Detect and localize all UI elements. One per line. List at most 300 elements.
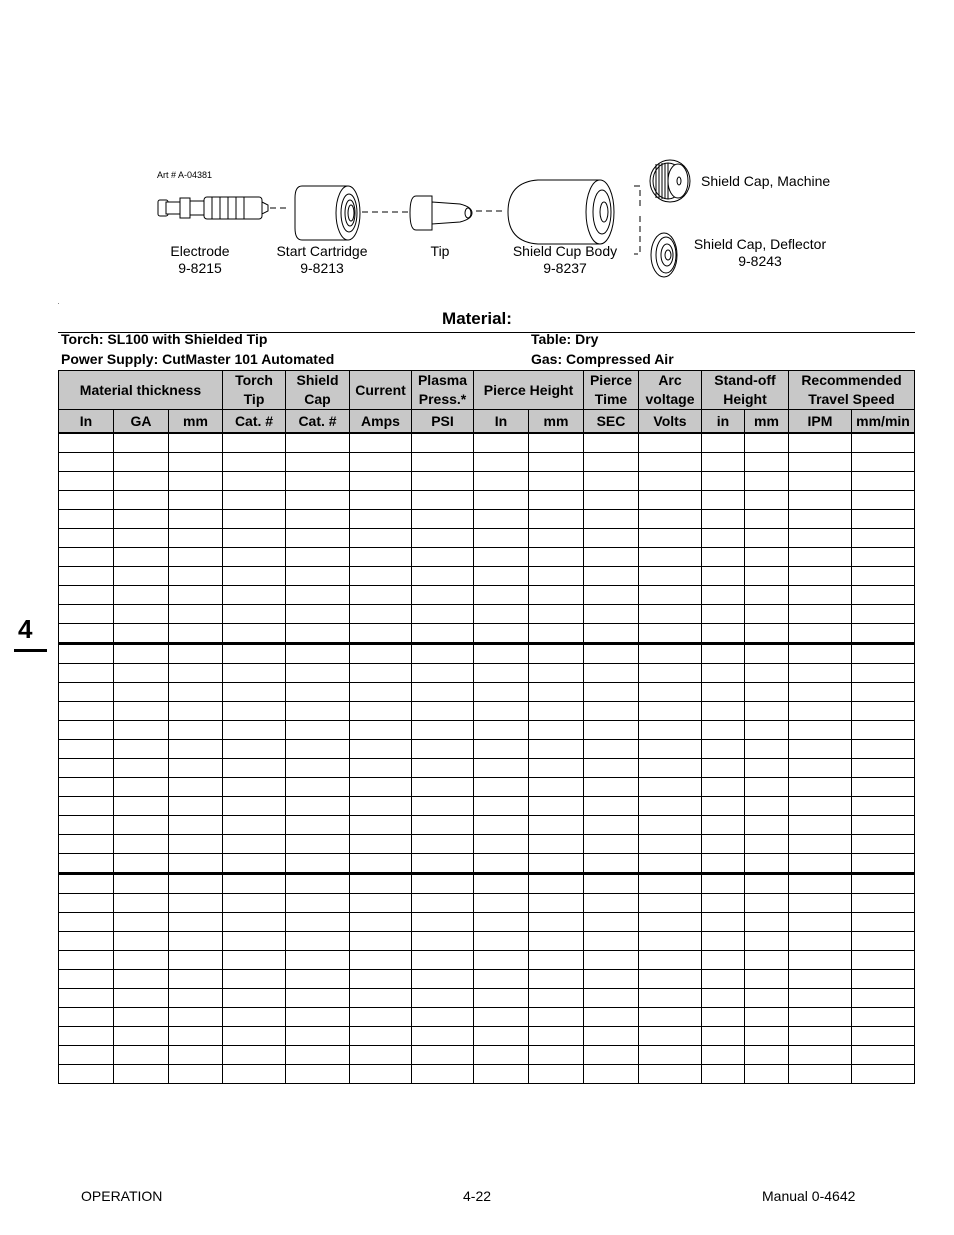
table-cell <box>286 624 350 644</box>
table-cell <box>529 932 584 951</box>
table-cell <box>702 1008 745 1027</box>
table-cell <box>639 797 702 816</box>
shield-cup-body-cat: 9-8237 <box>543 260 587 276</box>
table-cell <box>114 1008 169 1027</box>
table-cell <box>114 453 169 472</box>
table-cell <box>474 778 529 797</box>
table-cell <box>789 529 852 548</box>
table-cell <box>350 1027 412 1046</box>
table-cell <box>114 989 169 1008</box>
table-cell <box>350 894 412 913</box>
table-row <box>59 548 915 567</box>
table-cell <box>789 453 852 472</box>
table-cell <box>59 586 114 605</box>
table-cell <box>223 605 286 624</box>
table-cell <box>169 913 223 932</box>
table-cell <box>223 664 286 683</box>
table-cell <box>852 624 915 644</box>
header-row-1 <box>59 371 915 410</box>
table-cell <box>852 644 915 664</box>
table-cell <box>223 932 286 951</box>
table-cell <box>350 970 412 989</box>
table-cell <box>584 472 639 491</box>
material-title: Material: <box>442 309 512 328</box>
table-cell <box>852 989 915 1008</box>
table-cell <box>169 510 223 529</box>
table-cell <box>789 721 852 740</box>
table-cell <box>584 1046 639 1065</box>
table-cell <box>789 835 852 854</box>
table-cell <box>702 874 745 894</box>
table-cell <box>286 1065 350 1084</box>
table-cell <box>169 951 223 970</box>
table-cell <box>114 778 169 797</box>
table-cell <box>789 874 852 894</box>
shield-cap-deflector-label <box>688 236 832 270</box>
table-cell <box>474 1008 529 1027</box>
table-cell <box>852 605 915 624</box>
table-cell <box>59 854 114 874</box>
table-cell <box>114 913 169 932</box>
table-cell <box>852 740 915 759</box>
table-cell <box>702 913 745 932</box>
table-cell <box>286 510 350 529</box>
table-cell <box>350 989 412 1008</box>
table-cell <box>584 913 639 932</box>
table-cell <box>59 453 114 472</box>
shield-cup-body-drawing <box>508 180 614 244</box>
table-cell <box>745 453 789 472</box>
table-cell <box>852 970 915 989</box>
table-cell <box>474 624 529 644</box>
table-cell <box>789 759 852 778</box>
table-row <box>59 702 915 721</box>
table-cell <box>114 932 169 951</box>
table-cell <box>114 894 169 913</box>
table-cell <box>169 453 223 472</box>
table-cell <box>639 816 702 835</box>
table-cell <box>529 816 584 835</box>
table-cell <box>59 951 114 970</box>
table-cell <box>745 624 789 644</box>
table-cell <box>745 1027 789 1046</box>
shield-cap-deflector-name: Shield Cap, Deflector <box>693 236 827 252</box>
table-cell <box>223 1065 286 1084</box>
table-cell <box>286 644 350 664</box>
table-cell <box>639 854 702 874</box>
table-cell <box>114 721 169 740</box>
table-cell <box>702 854 745 874</box>
table-cell <box>639 721 702 740</box>
table-cell <box>584 1065 639 1084</box>
table-cell <box>852 510 915 529</box>
table-cell <box>114 1046 169 1065</box>
table-cell <box>474 683 529 702</box>
table-cell <box>789 1065 852 1084</box>
table-cell <box>412 797 474 816</box>
table-cell <box>745 1046 789 1065</box>
table-cell <box>745 683 789 702</box>
table-cell <box>789 567 852 586</box>
table-cell <box>223 702 286 721</box>
table-cell <box>350 759 412 778</box>
table-cell <box>529 586 584 605</box>
start-cartridge-cat: 9-8213 <box>300 260 344 276</box>
table-cell <box>286 472 350 491</box>
table-cell <box>639 472 702 491</box>
table-cell <box>286 816 350 835</box>
table-cell <box>852 854 915 874</box>
table-cell <box>789 797 852 816</box>
table-cell <box>350 644 412 664</box>
table-cell <box>702 453 745 472</box>
table-cell <box>639 433 702 453</box>
table-cell <box>702 816 745 835</box>
table-cell <box>745 874 789 894</box>
table-cell <box>474 740 529 759</box>
table-cell <box>789 970 852 989</box>
table-cell <box>350 548 412 567</box>
table-cell <box>169 605 223 624</box>
table-cell <box>745 740 789 759</box>
table-cell <box>474 970 529 989</box>
table-cell <box>789 510 852 529</box>
table-cell <box>350 816 412 835</box>
table-cell <box>223 874 286 894</box>
table-cell <box>639 1046 702 1065</box>
table-cell <box>584 759 639 778</box>
table-cell <box>169 970 223 989</box>
table-cell <box>169 472 223 491</box>
table-cell <box>223 433 286 453</box>
table-cell <box>350 721 412 740</box>
table-cell <box>350 683 412 702</box>
table-cell <box>223 1027 286 1046</box>
table-cell <box>702 1065 745 1084</box>
table-cell <box>529 721 584 740</box>
table-cell <box>789 989 852 1008</box>
table-cell <box>169 797 223 816</box>
table-cell <box>169 529 223 548</box>
table-cell <box>745 567 789 586</box>
table-cell <box>412 778 474 797</box>
torch-info: Torch: SL100 with Shielded Tip <box>61 331 268 347</box>
table-cell <box>286 529 350 548</box>
table-cell <box>702 433 745 453</box>
table-cell <box>169 644 223 664</box>
table-cell <box>584 683 639 702</box>
table-cell <box>702 797 745 816</box>
table-cell <box>639 835 702 854</box>
table-cell <box>474 510 529 529</box>
table-cell <box>639 702 702 721</box>
table-cell <box>639 894 702 913</box>
table-cell <box>223 854 286 874</box>
table-cell <box>474 644 529 664</box>
table-cell <box>350 472 412 491</box>
table-cell <box>169 586 223 605</box>
table-cell <box>169 567 223 586</box>
power-supply-info: Power Supply: CutMaster 101 Automated <box>61 351 335 367</box>
table-cell <box>169 816 223 835</box>
table-cell <box>789 586 852 605</box>
table-cell <box>745 797 789 816</box>
table-cell <box>412 683 474 702</box>
table-row <box>59 491 915 510</box>
table-cell <box>529 664 584 683</box>
table-cell <box>745 1065 789 1084</box>
table-cell <box>350 510 412 529</box>
table-cell <box>584 702 639 721</box>
table-cell <box>852 664 915 683</box>
table-cell <box>59 624 114 644</box>
table-cell <box>59 778 114 797</box>
table-cell <box>286 913 350 932</box>
table-cell <box>702 548 745 567</box>
table-cell <box>412 548 474 567</box>
table-cell <box>789 664 852 683</box>
table-cell <box>223 1008 286 1027</box>
table-cell <box>702 664 745 683</box>
table-row <box>59 1046 915 1065</box>
start-cartridge-drawing <box>295 186 360 240</box>
table-row <box>59 894 915 913</box>
table-cell <box>286 586 350 605</box>
table-cell <box>169 433 223 453</box>
table-cell <box>852 874 915 894</box>
table-cell <box>639 453 702 472</box>
table-cell <box>474 1046 529 1065</box>
table-cell <box>474 932 529 951</box>
table-cell <box>286 835 350 854</box>
table-cell <box>114 624 169 644</box>
table-cell <box>474 491 529 510</box>
table-row <box>59 433 915 453</box>
table-cell <box>286 453 350 472</box>
table-cell <box>412 624 474 644</box>
table-cell <box>852 567 915 586</box>
table-cell <box>59 664 114 683</box>
table-cell <box>286 433 350 453</box>
table-cell <box>286 932 350 951</box>
table-cell <box>286 759 350 778</box>
table-cell <box>702 586 745 605</box>
table-row <box>59 778 915 797</box>
table-cell <box>412 529 474 548</box>
table-cell <box>474 913 529 932</box>
table-cell <box>789 951 852 970</box>
table-cell <box>286 1027 350 1046</box>
table-cell <box>702 683 745 702</box>
table-cell <box>639 624 702 644</box>
table-row <box>59 1027 915 1046</box>
table-cell <box>286 740 350 759</box>
table-cell <box>745 721 789 740</box>
table-cell <box>59 721 114 740</box>
table-cell <box>223 453 286 472</box>
table-cell <box>59 989 114 1008</box>
table-cell <box>529 835 584 854</box>
table-cell <box>852 932 915 951</box>
table-cell <box>702 605 745 624</box>
header-ga: GA <box>114 410 169 434</box>
table-cell <box>169 1046 223 1065</box>
table-cell <box>223 529 286 548</box>
table-cell <box>529 989 584 1008</box>
table-cell <box>852 548 915 567</box>
header-pierce-height: Pierce Height <box>474 371 584 410</box>
table-cell <box>639 1008 702 1027</box>
table-cell <box>584 664 639 683</box>
table-cell <box>350 740 412 759</box>
table-cell <box>59 567 114 586</box>
art-number: Art # A-04381 <box>157 170 213 180</box>
header-pierce-mm: mm <box>529 410 584 434</box>
table-cell <box>114 1065 169 1084</box>
table-cell <box>169 989 223 1008</box>
table-cell <box>350 913 412 932</box>
table-cell <box>639 913 702 932</box>
table-cell <box>114 529 169 548</box>
table-cell <box>639 683 702 702</box>
electrode-name: Electrode <box>170 243 230 259</box>
tip-drawing <box>410 196 472 230</box>
tip-name: Tip <box>430 243 450 259</box>
table-cell <box>529 453 584 472</box>
table-cell <box>474 759 529 778</box>
table-cell <box>702 740 745 759</box>
table-cell <box>745 913 789 932</box>
table-row <box>59 683 915 702</box>
table-cell <box>852 472 915 491</box>
header-amps: Amps <box>350 410 412 434</box>
table-cell <box>350 586 412 605</box>
table-cell <box>639 548 702 567</box>
table-cell <box>223 894 286 913</box>
table-cell <box>286 854 350 874</box>
table-cell <box>169 721 223 740</box>
table-cell <box>59 894 114 913</box>
table-cell <box>702 624 745 644</box>
table-cell <box>114 605 169 624</box>
table-cell <box>529 605 584 624</box>
table-row <box>59 510 915 529</box>
table-cell <box>745 778 789 797</box>
table-cell <box>59 605 114 624</box>
table-cell <box>789 1008 852 1027</box>
table-cell <box>639 644 702 664</box>
header-standoff-in: in <box>702 410 745 434</box>
table-cell <box>114 970 169 989</box>
table-cell <box>529 874 584 894</box>
table-cell <box>529 1046 584 1065</box>
table-cell <box>412 721 474 740</box>
table-row <box>59 816 915 835</box>
table-cell <box>852 1027 915 1046</box>
header-volts: Volts <box>639 410 702 434</box>
table-cell <box>789 854 852 874</box>
table-cell <box>114 835 169 854</box>
table-cell <box>852 453 915 472</box>
table-cell <box>745 644 789 664</box>
table-cell <box>223 797 286 816</box>
table-cell <box>412 664 474 683</box>
table-cell <box>745 586 789 605</box>
table-cell <box>223 644 286 664</box>
table-cell <box>286 548 350 567</box>
table-cell <box>789 548 852 567</box>
table-cell <box>529 433 584 453</box>
table-cell <box>584 970 639 989</box>
table-cell <box>639 491 702 510</box>
tip-label <box>410 243 470 260</box>
header-pierce-time: Pierce Time <box>584 371 639 410</box>
table-cell <box>702 702 745 721</box>
header-cap-cat: Cat. # <box>286 410 350 434</box>
table-cell <box>702 835 745 854</box>
table-cell <box>584 721 639 740</box>
table-cell <box>412 759 474 778</box>
table-cell <box>639 778 702 797</box>
table-cell <box>745 816 789 835</box>
table-cell <box>789 913 852 932</box>
header-mm-min: mm/min <box>852 410 915 434</box>
table-cell <box>639 970 702 989</box>
table-cell <box>474 702 529 721</box>
table-cell <box>223 759 286 778</box>
table-cell <box>169 740 223 759</box>
table-cell <box>114 816 169 835</box>
table-row <box>59 835 915 854</box>
table-cell <box>702 951 745 970</box>
table-cell <box>223 835 286 854</box>
table-cell <box>639 664 702 683</box>
table-cell <box>529 529 584 548</box>
table-cell <box>789 1027 852 1046</box>
table-cell <box>852 529 915 548</box>
table-cell <box>529 951 584 970</box>
table-cell <box>702 510 745 529</box>
table-cell <box>789 472 852 491</box>
table-cell <box>474 721 529 740</box>
table-cell <box>474 586 529 605</box>
shield-cup-body-name: Shield Cup Body <box>512 243 618 259</box>
table-cell <box>286 874 350 894</box>
table-cell <box>350 1065 412 1084</box>
table-cell <box>529 1065 584 1084</box>
table-cell <box>852 683 915 702</box>
table-cell <box>59 874 114 894</box>
table-cell <box>412 1046 474 1065</box>
table-row <box>59 567 915 586</box>
shield-cup-body-label <box>500 243 630 277</box>
header-plasma-press: Plasma Press.* <box>412 371 474 410</box>
table-cell <box>169 548 223 567</box>
table-row <box>59 1008 915 1027</box>
table-cell <box>745 759 789 778</box>
table-cell <box>474 951 529 970</box>
table-cell <box>789 1046 852 1065</box>
table-cell <box>286 970 350 989</box>
table-cell <box>474 989 529 1008</box>
table-cell <box>350 491 412 510</box>
table-cell <box>584 932 639 951</box>
table-row <box>59 740 915 759</box>
table-cell <box>529 797 584 816</box>
table-cell <box>702 778 745 797</box>
table-cell <box>412 913 474 932</box>
table-row <box>59 721 915 740</box>
